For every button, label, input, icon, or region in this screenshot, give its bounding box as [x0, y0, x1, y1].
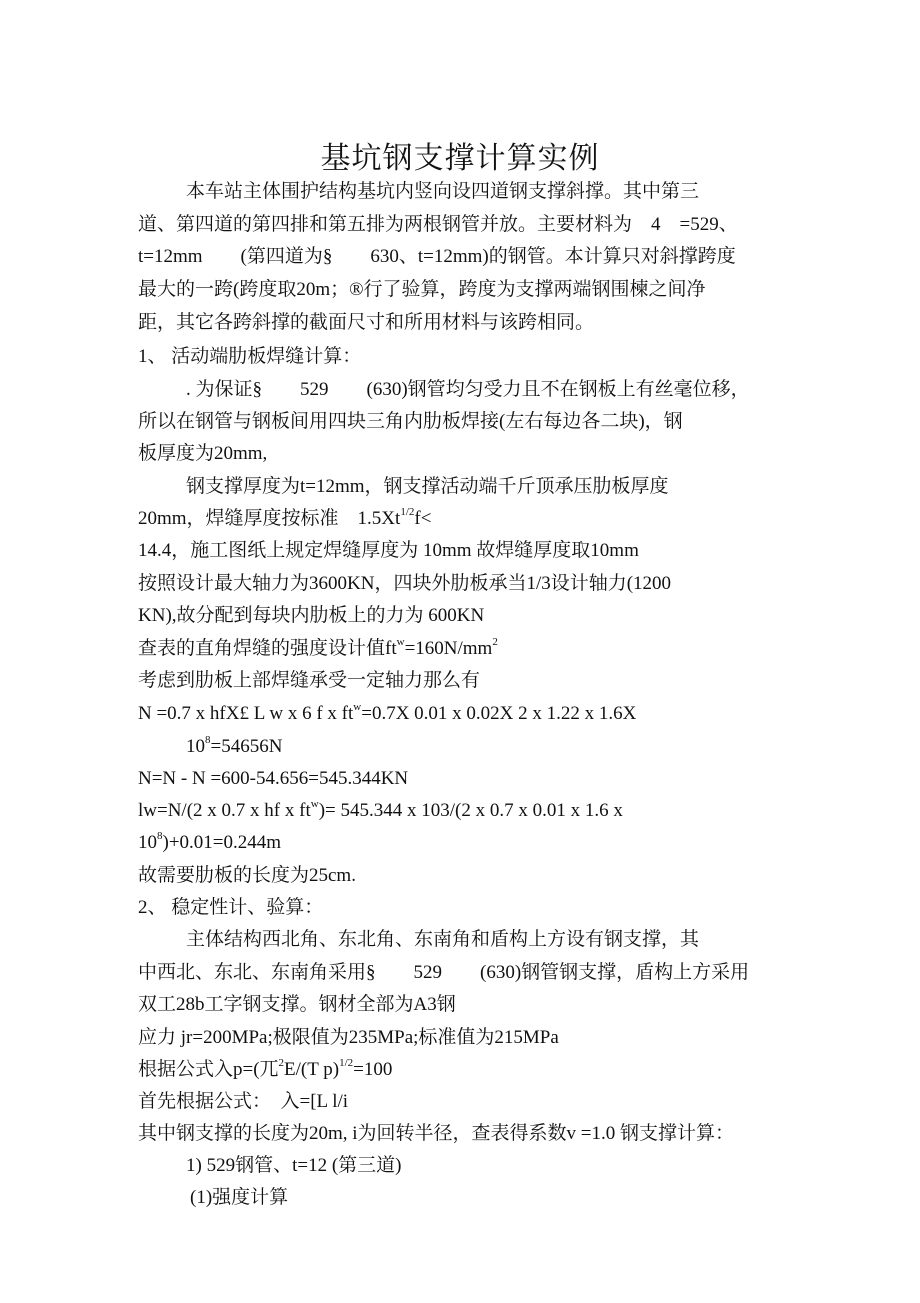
text-line: 其中钢支撑的长度为20m, i为回转半径，查表得系数v =1.0 钢支撑计算： [138, 1123, 735, 1144]
section-heading: 2、 稳定性计、验算： [138, 897, 324, 918]
text-line: 查表的直角焊缝的强度设计值$ft^w=160N/mm^2$ [138, 635, 498, 659]
text-line: 考虑到肋板上部焊缝承受一定轴力那么有 [138, 670, 481, 691]
formula-line: N=N - N =600-54.656=545.344KN [138, 768, 409, 789]
text-line: 钢支撑厚度为t=12mm，钢支撑活动端千斤顶承压肋板厚度 [186, 476, 669, 497]
subsection-heading: 1) 529钢管、t=12 (第三道) [186, 1155, 402, 1176]
text-line: 按照设计最大轴力为3600KN，四块外肋板承当1/3设计轴力(1200 [138, 573, 672, 594]
formula-line: N =0.7 x hfX£ L w x 6 f x $ft^w=0.7X$ 0.01 x 0.02X 2 x 1.22 x 1.6X [138, 700, 637, 724]
text-line: 故需要肋板的长度为25cm. [138, 865, 356, 886]
text-line: 应力 jr=200MPa;极限值为235MPa;标准值为215MPa [138, 1027, 559, 1048]
formula-line: 20mm，焊缝厚度按标准 $1.5Xt^{1/2}f<$ [138, 505, 432, 529]
text-line: . 为保证§ 529 (630)钢管均匀受力且不在钢板上有丝毫位移， [186, 379, 750, 400]
formula-line: 根据公式入p=(兀$^2$E/(T p)$^{1/2}$=100 [138, 1056, 393, 1080]
text-line: 本车站主体围护结构基坑内竖向设四道钢支撑斜撑。其中第三 [186, 181, 700, 202]
section-heading: 1、 活动端肋板焊缝计算： [138, 346, 362, 367]
formula-line: $10^8)+0.01=0.244m$ [138, 829, 282, 853]
document-title: 基坑钢支撑计算实例 [320, 142, 600, 175]
text-line: KN),故分配到每块内肋板上的力为 600KN [138, 605, 485, 626]
text-line: 主体结构西北角、东北角、东南角和盾构上方设有钢支撑，其 [186, 929, 700, 950]
text-line: 道、第四道的第四排和第五排为两根钢管并放。主要材料为 4 =529、 [138, 214, 738, 235]
text-line: t=12mm (第四道为§ 630、t=12mm)的钢管。本计算只对斜撑跨度 [138, 246, 736, 267]
text-line: 双工28b工字钢支撑。钢材全部为A3钢 [138, 994, 456, 1015]
subsection-heading: (1)强度计算 [190, 1187, 289, 1208]
text-line: 距，其它各跨斜撑的截面尺寸和所用材料与该跨相同。 [138, 312, 595, 333]
text-line: 所以在钢管与钢板间用四块三角内肋板焊接(左右每边各二块)，钢 [138, 411, 683, 432]
formula-line: $10^8=54656N$ [186, 733, 283, 757]
text-line: 14.4，施工图纸上规定焊缝厚度为 10mm 故焊缝厚度取10mm [138, 540, 639, 561]
text-line: 板厚度为20mm, [138, 443, 268, 464]
text-line: 中西北、东北、东南角采用§ 529 (630)钢管钢支撑，盾构上方采用 [138, 962, 750, 983]
formula-line: lw=N/(2 x 0.7 x hf x $ft^w)= 545.344$ x 103/(2 x 0.7 x 0.01 x 1.6 x [138, 797, 623, 821]
text-line: 最大的一跨(跨度取20m；®行了验算，跨度为支撑两端钢围楝之间净 [138, 279, 706, 300]
formula-line: 首先根据公式： 入=[L l/i [138, 1091, 349, 1112]
